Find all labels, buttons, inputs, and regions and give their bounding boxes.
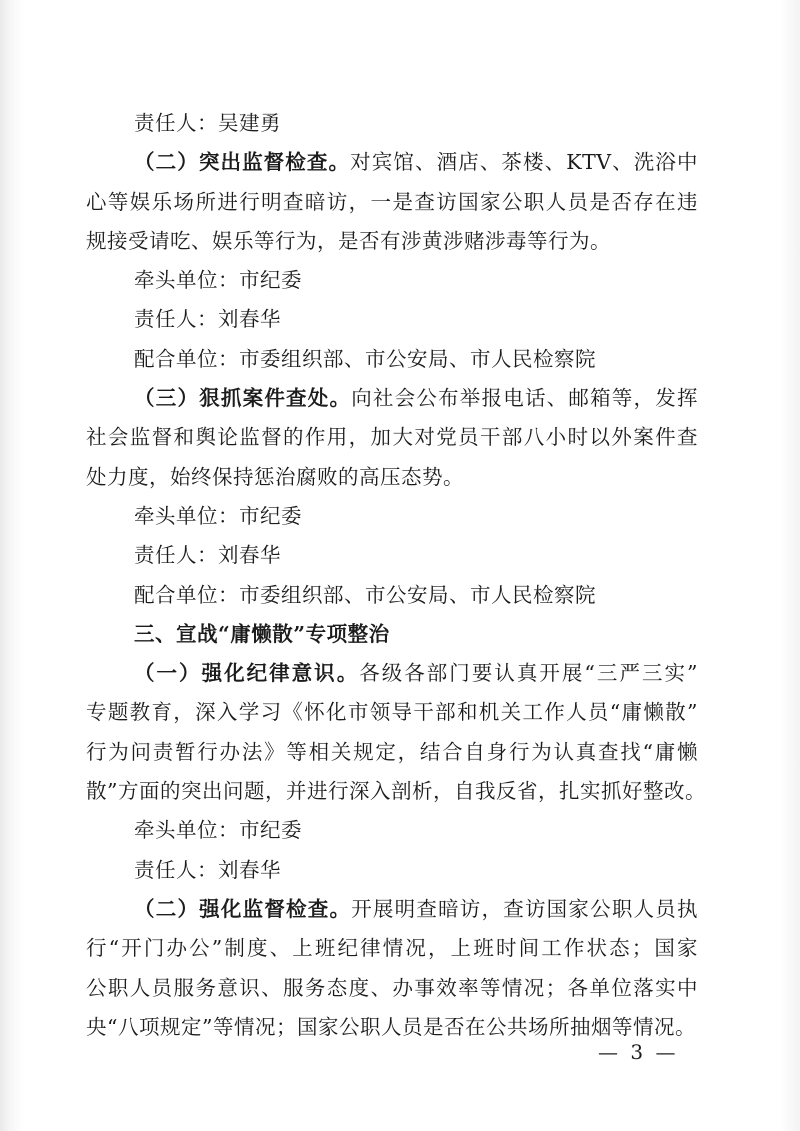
lead-unit-line: 牵头单位：市纪委: [134, 818, 302, 843]
page-number: — 3 —: [598, 1040, 679, 1064]
paragraph-line: 心等娱乐场所进行明查暗访，一是查访国家公职人员是否存在违: [86, 189, 698, 214]
paragraph-line: （一）强化纪律意识。各级各部门要认真开展“三严三实”: [134, 661, 698, 686]
lead-unit-line: 牵头单位：市纪委: [134, 268, 302, 293]
paragraph-line: 行“开门办公”制度、上班纪律情况，上班时间工作状态；国家: [86, 936, 698, 961]
paragraph-line: 专题教育，深入学习《怀化市领导干部和机关工作人员“庸懒散”: [86, 700, 698, 725]
paragraph-line: （三）狠抓案件查处。向社会公布举报电话、邮箱等，发挥: [134, 386, 699, 411]
paragraph-line: 央“八项规定”等情况；国家公职人员是否在公共场所抽烟等情况。: [86, 1014, 696, 1039]
section-1-discipline-paragraph: [86, 654, 706, 811]
paragraph-heading: （一）强化纪律意识。: [134, 661, 360, 686]
paragraph-heading: （二）突出监督检查。: [134, 150, 351, 175]
paragraph-line: （二）突出监督检查。对宾馆、酒店、茶楼、KTV、洗浴中: [134, 150, 699, 175]
document-body: [86, 104, 706, 1047]
paragraph-line: 处力度，始终保持惩治腐败的高压态势。: [86, 464, 464, 489]
cooperating-unit-line: 配合单位：市委组织部、市公安局、市人民检察院: [134, 582, 596, 607]
paragraph-line: 规接受请吃、娱乐等行为，是否有涉黄涉赌涉毒等行为。: [86, 228, 611, 253]
section-heading: 三、宣战“庸懒散”专项整治: [134, 621, 390, 646]
paragraph-line: 行为问责暂行办法》等相关规定，结合自身行为认真查找“庸懒: [86, 739, 698, 764]
paragraph-line: （二）强化监督检查。开展明查暗访，查访国家公职人员执: [134, 896, 699, 921]
responsible-person-line: 责任人：刘春华: [134, 543, 281, 568]
paragraph-line: 公职人员服务意识、服务态度、办事效率等情况；各单位落实中: [86, 975, 698, 1000]
paragraph-heading: （三）狠抓案件查处。: [134, 386, 352, 411]
lead-unit-line: 牵头单位：市纪委: [134, 503, 302, 528]
paragraph-line: 社会监督和舆论监督的作用，加大对党员干部八小时以外案件查: [86, 425, 698, 450]
section-3-case-paragraph: [86, 379, 698, 497]
cooperating-unit-line: 配合单位：市委组织部、市公安局、市人民检察院: [134, 346, 596, 371]
paragraph-heading: （二）强化监督检查。: [134, 896, 352, 921]
section-2-supervision-paragraph: [86, 143, 698, 261]
responsible-person-line: 责任人：刘春华: [134, 307, 281, 332]
responsible-person-line: 责任人：刘春华: [134, 857, 281, 882]
responsible-person-line: 责任人：吴建勇: [134, 111, 281, 135]
section-2-inspection-paragraph: [86, 890, 698, 1047]
paragraph-line: 散”方面的突出问题，并进行深入剖析，自我反省，扎实抓好整改。: [86, 779, 706, 804]
